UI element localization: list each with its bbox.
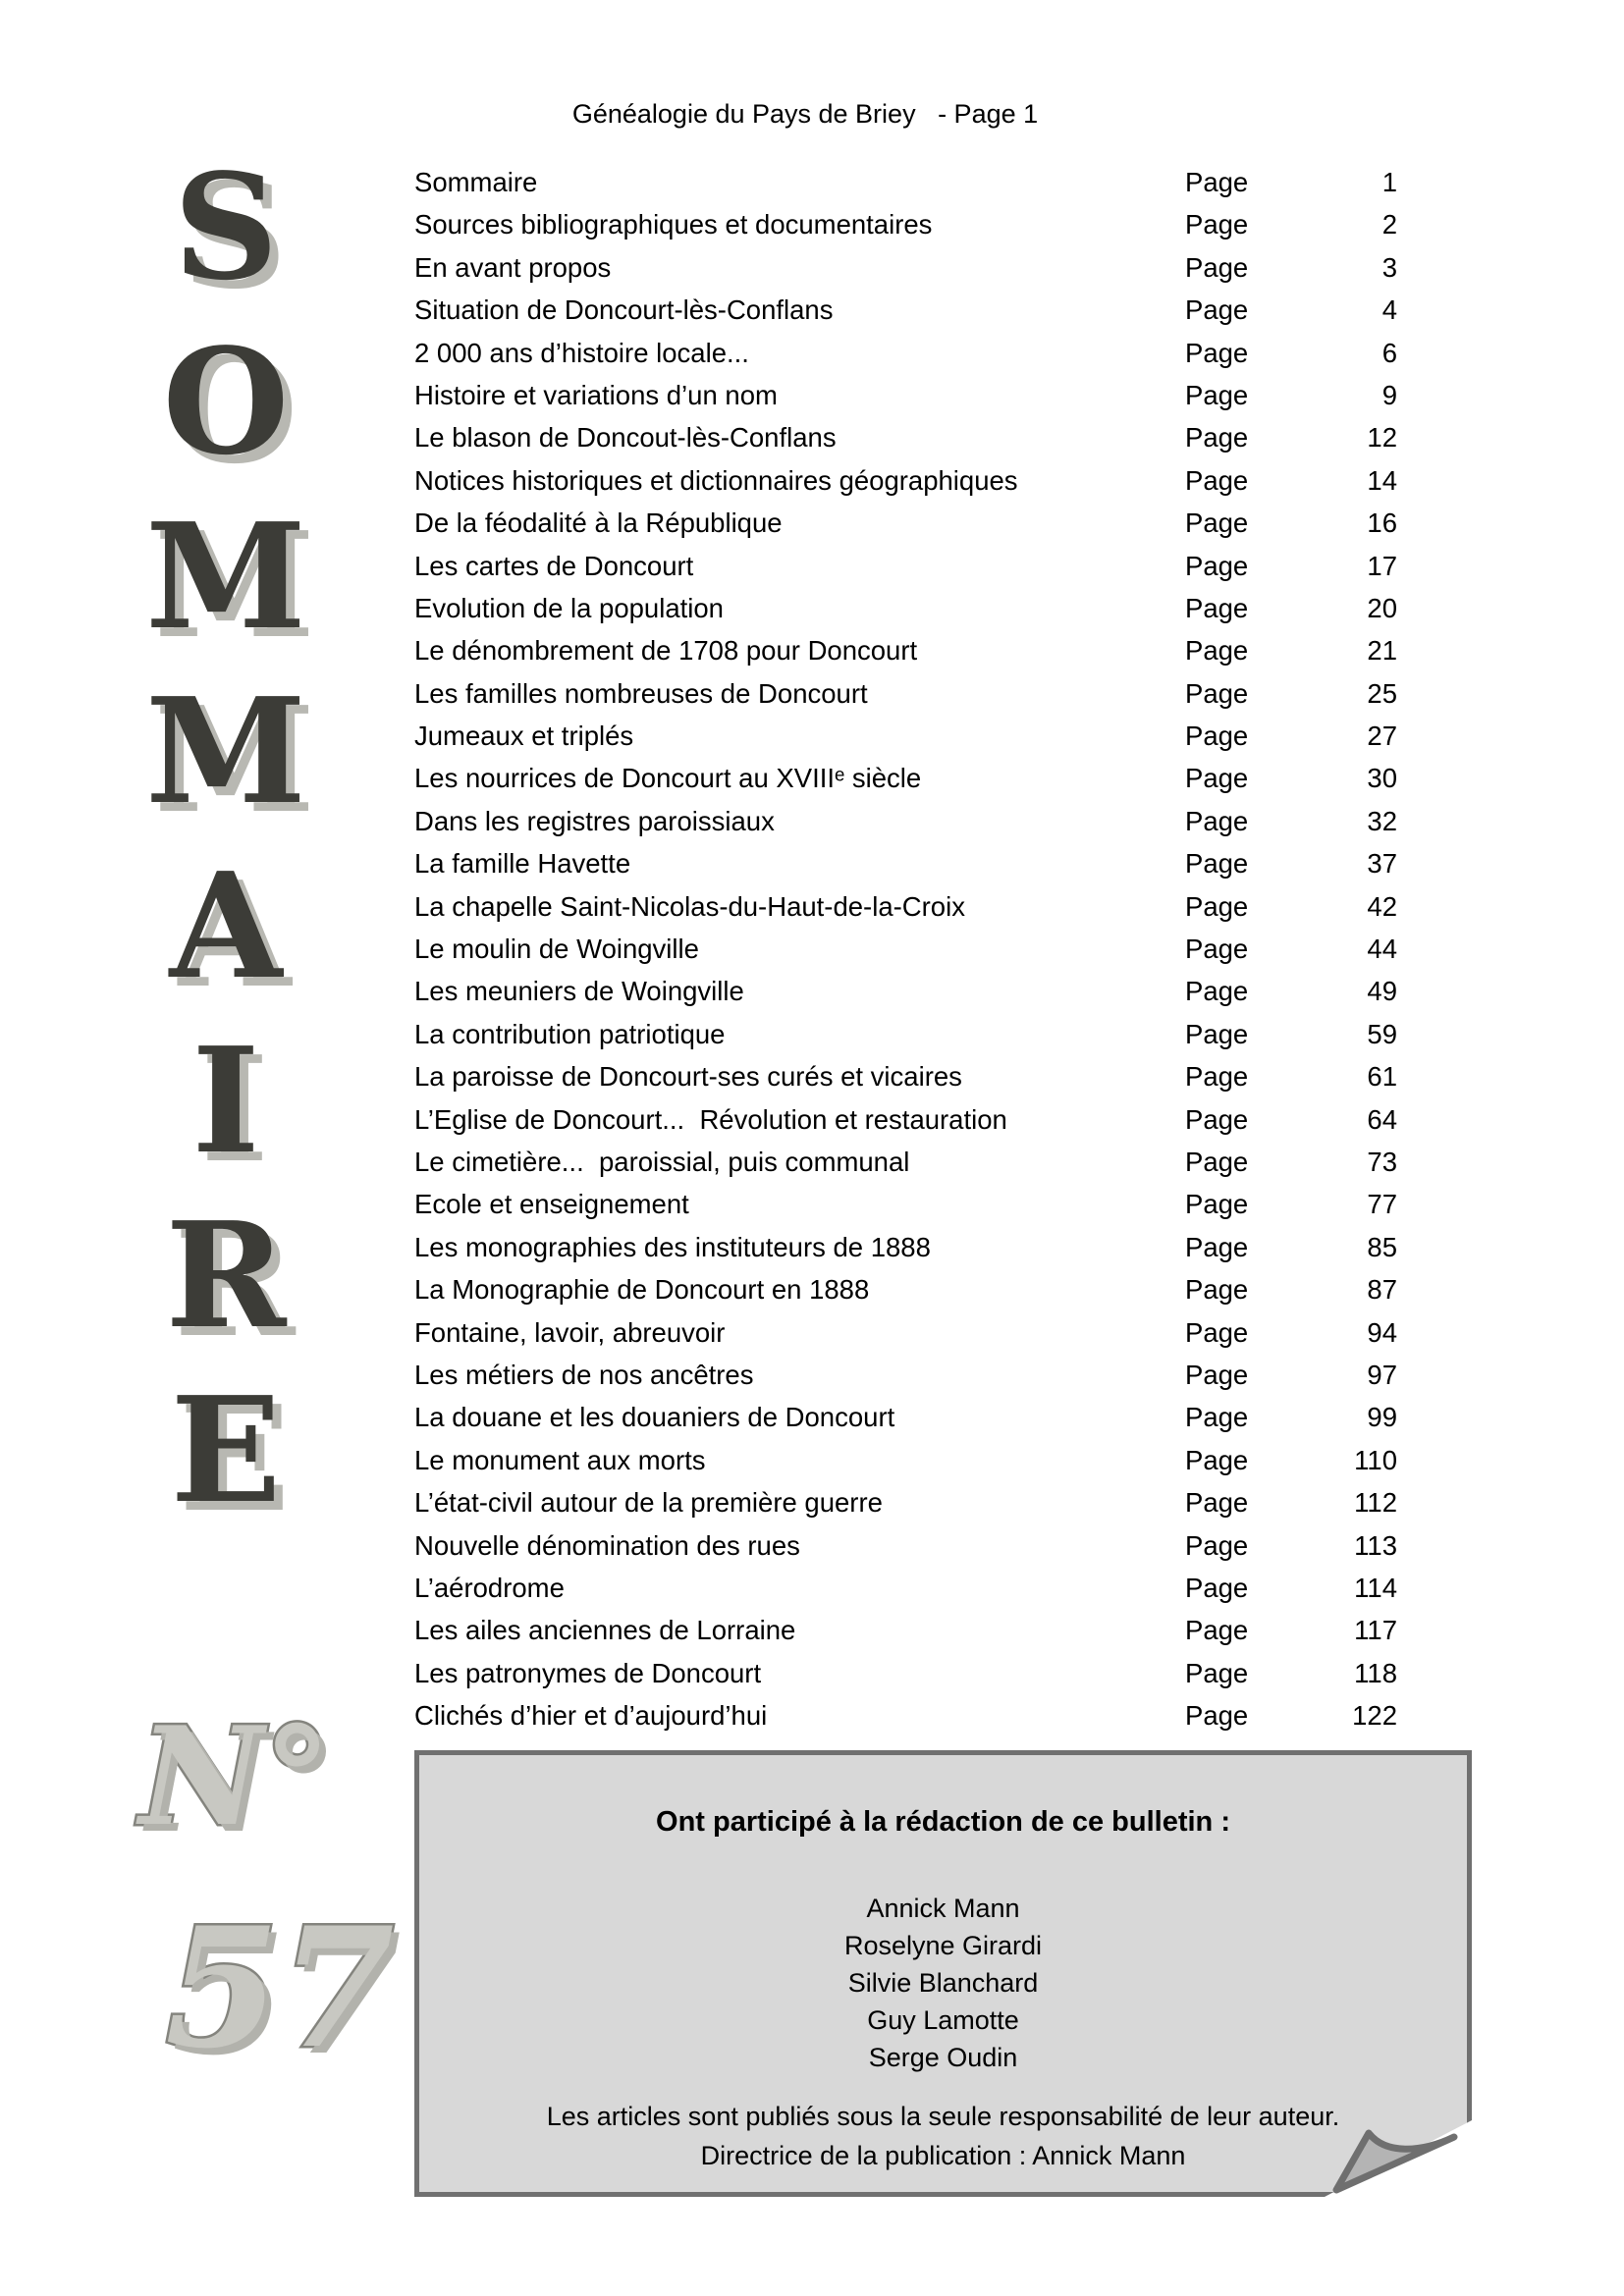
vertical-title-sommaire [137, 139, 314, 1537]
toc-page-number: 30 [1367, 763, 1397, 794]
toc-page-label: Page [1185, 550, 1249, 581]
toc-entry-title: La Monographie de Doncourt en 1888 [414, 1274, 870, 1306]
folded-corner-icon [1325, 2120, 1472, 2197]
toc-row [414, 294, 1397, 326]
toc-row [414, 976, 1397, 1007]
note-line: Les articles sont publiés sous la seule responsabilité de leur auteur. [546, 2102, 1340, 2131]
toc-page-label: Page [1185, 1529, 1249, 1561]
toc-row [414, 1231, 1397, 1262]
toc-page-number: 113 [1354, 1529, 1397, 1561]
toc-page-number: 27 [1367, 721, 1397, 752]
toc-entry-title: Clichés d’hier et d’aujourd’hui [414, 1700, 768, 1732]
toc-row [414, 169, 1397, 195]
toc-page-number: 112 [1354, 1487, 1397, 1519]
toc-page-label: Page [1185, 805, 1249, 836]
toc-entry-title: De la féodalité à la République [414, 507, 783, 539]
toc-row [414, 1018, 1397, 1049]
toc-page-label: Page [1185, 167, 1249, 197]
toc-entry-title: Jumeaux et triplés [414, 721, 634, 752]
contributor-name: Annick Mann [866, 1894, 1020, 1923]
toc-entry-title: La famille Havette [414, 848, 631, 880]
toc-page-label: Page [1185, 1316, 1249, 1348]
sommaire-letter: E [170, 1364, 282, 1535]
issue-number: 57 [165, 1891, 395, 2085]
contributor-name: Roselyne Girardi [843, 1931, 1043, 1960]
toc-page-label: Page [1185, 848, 1249, 880]
toc-row [414, 592, 1397, 623]
toc-page-number: 3 [1381, 251, 1397, 283]
toc-entry-title: Le dénombrement de 1708 pour Doncourt [414, 635, 918, 667]
toc-row [414, 1189, 1397, 1220]
sommaire-letter: I [191, 1015, 260, 1186]
toc-row [414, 251, 1397, 283]
sommaire-letter: S [173, 141, 279, 312]
toc-row [414, 1359, 1397, 1390]
toc-entry-title: Evolution de la population [414, 592, 724, 623]
toc-row [414, 422, 1397, 454]
toc-row [414, 1572, 1397, 1603]
toc-page-number: 32 [1367, 805, 1397, 836]
toc-entry-title: Les familles nombreuses de Doncourt [414, 677, 868, 709]
toc-page-number: 110 [1354, 1444, 1397, 1475]
toc-page-number: 97 [1367, 1359, 1397, 1390]
toc-page-label: Page [1185, 1103, 1249, 1135]
toc-page-number: 4 [1381, 294, 1397, 326]
toc-entry-title: L’état-civil autour de la première guerre [414, 1487, 883, 1519]
toc-page-label: Page [1185, 507, 1249, 539]
toc-page-number: 61 [1367, 1061, 1397, 1093]
toc-page-label: Page [1185, 677, 1249, 709]
toc-page-number: 1 [1381, 167, 1397, 197]
toc-page-label: Page [1185, 1061, 1249, 1093]
toc-page-number: 2 [1381, 209, 1397, 240]
toc-entry-title: Les cartes de Doncourt [414, 550, 694, 581]
toc-page-label: Page [1185, 1657, 1249, 1688]
toc-page-label: Page [1185, 464, 1249, 496]
toc-entry-title: Les ailes anciennes de Lorraine [414, 1615, 796, 1646]
toc-page-number: 14 [1367, 464, 1397, 496]
toc-row [414, 464, 1397, 496]
sommaire-letter: M [145, 666, 306, 836]
toc-page-number: 118 [1354, 1657, 1397, 1688]
note-line: Directrice de la publication : Annick Mann [700, 2141, 1186, 2170]
toc-row [414, 1487, 1397, 1519]
toc-page-number: 42 [1367, 890, 1397, 922]
toc-page-number: 85 [1367, 1231, 1397, 1262]
toc-row [414, 1444, 1397, 1475]
toc-entry-title: Les nourrices de Doncourt au XVIIIᵉ siècle [414, 763, 922, 794]
toc-entry-title: Nouvelle dénomination des rues [414, 1529, 800, 1561]
toc-entry-title: La contribution patriotique [414, 1018, 726, 1049]
toc-page-label: Page [1185, 1700, 1249, 1732]
toc-page-number: 49 [1367, 976, 1397, 1007]
toc-row [414, 677, 1397, 709]
toc-page-label: Page [1185, 721, 1249, 752]
toc-page-number: 9 [1381, 379, 1397, 410]
toc-row [414, 1274, 1397, 1306]
toc-page-number: 12 [1367, 422, 1397, 454]
toc-entry-title: En avant propos [414, 251, 612, 283]
toc-entry-title: La chapelle Saint-Nicolas-du-Haut-de-la-Croix [414, 890, 965, 922]
toc-entry-title: Sources bibliographiques et documentaires [414, 209, 933, 240]
toc-page-label: Page [1185, 379, 1249, 410]
contributors-box [414, 1750, 1472, 2197]
sommaire-letter: R [165, 1190, 287, 1361]
toc-page-number: 17 [1367, 550, 1397, 581]
toc-entry-title: Les métiers de nos ancêtres [414, 1359, 754, 1390]
toc-page-label: Page [1185, 1444, 1249, 1475]
toc-entry-title: Sommaire [414, 167, 538, 197]
toc-entry-title: La douane et les douaniers de Doncourt [414, 1402, 895, 1433]
toc-page-number: 87 [1367, 1274, 1397, 1306]
toc-row [414, 1061, 1397, 1093]
toc-row [414, 1402, 1397, 1433]
toc-page-label: Page [1185, 422, 1249, 454]
toc-row [414, 763, 1397, 794]
toc-row [414, 635, 1397, 667]
toc-row [414, 1148, 1397, 1175]
toc-page-number: 25 [1367, 677, 1397, 709]
toc-page-number: 20 [1367, 592, 1397, 623]
toc-row [414, 507, 1397, 539]
toc-entry-title: Les meuniers de Woingville [414, 976, 744, 1007]
toc-page-label: Page [1185, 1018, 1249, 1049]
toc-page-number: 122 [1352, 1700, 1397, 1732]
toc-entry-title: Le moulin de Woingville [414, 934, 699, 965]
toc-page-number: 59 [1367, 1018, 1397, 1049]
toc-entry-title: L’aérodrome [414, 1572, 565, 1603]
toc-page-number: 114 [1354, 1572, 1397, 1603]
toc-row [414, 379, 1397, 410]
toc-page-label: Page [1185, 1487, 1249, 1519]
toc-entry-title: Dans les registres paroissiaux [414, 805, 775, 836]
page-header: Généalogie du Pays de Briey - Page 1 [571, 99, 1039, 129]
toc-page-label: Page [1185, 934, 1249, 965]
contributor-name: Silvie Blanchard [847, 1968, 1039, 1998]
toc-entry-title: L’Eglise de Doncourt... Révolution et restauration [414, 1103, 1007, 1135]
toc-row [414, 1529, 1397, 1561]
toc-row [414, 805, 1397, 836]
sommaire-letter: O [162, 316, 290, 487]
toc-page-number: 64 [1367, 1103, 1397, 1135]
toc-row [414, 1615, 1397, 1646]
toc-row [414, 1657, 1397, 1688]
sommaire-letter: M [145, 491, 306, 662]
contributors-names [419, 1896, 1467, 2071]
toc-page-number: 117 [1354, 1615, 1397, 1646]
toc-page-label: Page [1185, 976, 1249, 1007]
contributors-title: Ont participé à la rédaction de ce bulletin : [656, 1806, 1230, 1838]
toc-page-label: Page [1185, 635, 1249, 667]
toc-page-label: Page [1185, 1402, 1249, 1433]
toc-page-label: Page [1185, 1231, 1249, 1262]
toc-entry-title: Notices historiques et dictionnaires géographiques [414, 464, 1018, 496]
toc-list [414, 167, 1397, 1732]
sommaire-letter: A [169, 840, 283, 1011]
toc-row [414, 890, 1397, 922]
toc-entry-title: Le blason de Doncout-lès-Conflans [414, 422, 837, 454]
toc-page-label: Page [1185, 1572, 1249, 1603]
toc-entry-title: Le cimetière... paroissial, puis communal [414, 1146, 910, 1177]
toc-page-label: Page [1185, 1274, 1249, 1306]
toc-page-number: 99 [1367, 1402, 1397, 1433]
toc-page-number: 21 [1367, 635, 1397, 667]
toc-entry-title: Situation de Doncourt-lès-Conflans [414, 294, 834, 326]
toc-entry-title: Fontaine, lavoir, abreuvoir [414, 1316, 726, 1348]
toc-page-label: Page [1185, 1615, 1249, 1646]
toc-page-number: 37 [1367, 848, 1397, 880]
toc-page-number: 77 [1367, 1189, 1397, 1220]
toc-page-label: Page [1185, 1146, 1249, 1177]
toc-entry-title: Les patronymes de Doncourt [414, 1657, 762, 1688]
toc-row [414, 1316, 1397, 1348]
toc-page-label: Page [1185, 890, 1249, 922]
toc-entry-title: Le monument aux morts [414, 1444, 706, 1475]
toc-entry-title: 2 000 ans d’histoire locale... [414, 337, 749, 368]
toc-row [414, 721, 1397, 752]
toc-page-label: Page [1185, 294, 1249, 326]
contributor-name: Serge Oudin [868, 2043, 1018, 2072]
contributors-notes [419, 2097, 1467, 2175]
toc-page-label: Page [1185, 1189, 1249, 1220]
toc-page-number: 16 [1367, 507, 1397, 539]
toc-row [414, 1700, 1397, 1732]
toc-row [414, 848, 1397, 880]
toc-page-label: Page [1185, 1359, 1249, 1390]
toc-row [414, 211, 1397, 238]
toc-row [414, 934, 1397, 965]
toc-page-number: 6 [1381, 337, 1397, 368]
toc-page-number: 73 [1367, 1146, 1397, 1177]
toc-page-number: 94 [1367, 1316, 1397, 1348]
toc-page-label: Page [1185, 251, 1249, 283]
toc-entry-title: La paroisse de Doncourt-ses curés et vicaires [414, 1061, 962, 1093]
toc-row [414, 337, 1397, 368]
toc-page-label: Page [1185, 209, 1249, 240]
toc-page-label: Page [1185, 592, 1249, 623]
toc-entry-title: Ecole et enseignement [414, 1189, 689, 1220]
toc-entry-title: Les monographies des instituteurs de 1888 [414, 1231, 931, 1262]
issue-prefix: N° [139, 1696, 332, 1856]
contributor-name: Guy Lamotte [867, 2005, 1019, 2035]
toc-page-label: Page [1185, 337, 1249, 368]
toc-page-label: Page [1185, 763, 1249, 794]
toc-entry-title: Histoire et variations d’un nom [414, 379, 778, 410]
toc-row [414, 1103, 1397, 1135]
toc-page-number: 44 [1367, 934, 1397, 965]
toc-row [414, 550, 1397, 581]
